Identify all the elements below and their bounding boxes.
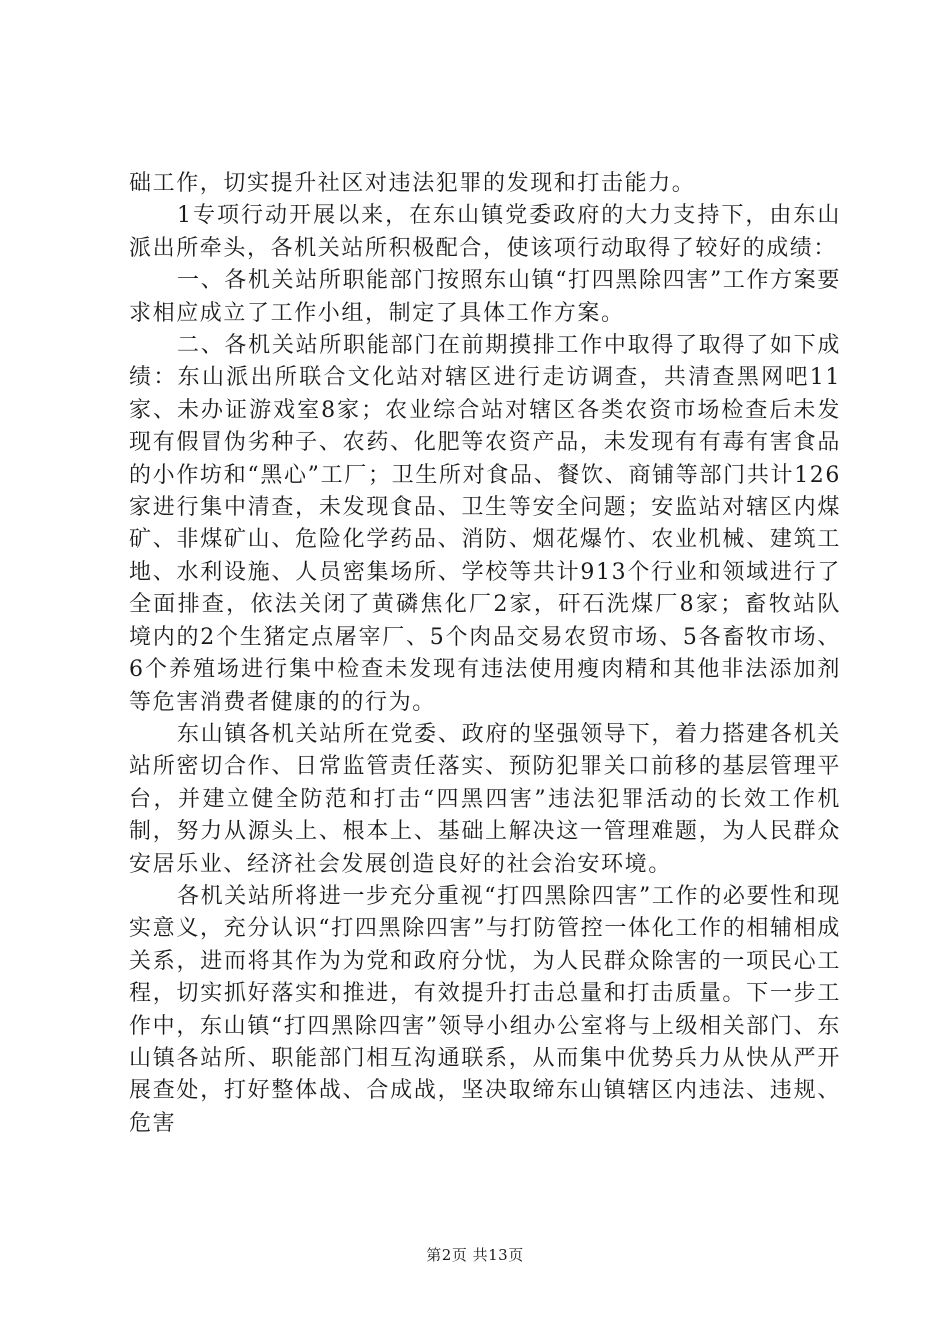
page-footer: [0, 1244, 950, 1265]
paragraph-5: 东山镇各机关站所在党委、政府的坚强领导下，着力搭建各机关站所密切合作、日常监管责任落实、预防犯罪关口前移的基层管理平台，并建立健全防范和打击“四黑四害”违法犯罪活动的长效工作机制，努力从源头上、根本上、基础上解决这一管理难题，为人民群众安居乐业、经济社会发展创造良好的社会治安环境。: [129, 721, 841, 877]
paragraph-3: 一、各机关站所职能部门按照东山镇“打四黑除四害”工作方案要求相应成立了工作小组，制定了具体工作方案。: [129, 268, 841, 326]
document-body: [129, 168, 841, 1140]
paragraph-4: 二、各机关站所职能部门在前期摸排工作中取得了取得了如下成绩：东山派出所联合文化站对辖区进行走访调查，共清查黑网吧11家、未办证游戏室8家；农业综合站对辖区各类农资市场检查后未发现有假冒伪劣种子、农药、化肥等农资产品，未发现有有毒有害食品的小作坊和“黑心”工厂；卫生所对食品、餐饮、商铺等部门共计126家进行集中清查，未发现食品、卫生等安全问题；安监站对辖区内煤矿、非煤矿山、危险化学药品、消防、烟花爆竹、农业机械、建筑工地、水利设施、人员密集场所、学校等共计913个行业和领域进行了全面排查，依法关闭了黄磷焦化厂2家，矸石洗煤厂8家；畜牧站队境内的2个生猪定点屠宰厂、5个肉品交易农贸市场、5各畜牧市场、6个养殖场进行集中检查未发现有违法使用瘦肉精和其他非法添加剂等危害消费者健康的的行为。: [129, 333, 841, 715]
paragraph-6: 各机关站所将进一步充分重视“打四黑除四害”工作的必要性和现实意义，充分认识“打四黑除四害”与打防管控一体化工作的相辅相成关系，进而将其作为为党和政府分忧，为人民群众除害的一项民心工程，切实抓好落实和推进，有效提升打击总量和打击质量。下一步工作中，东山镇“打四黑除四害”领导小组办公室将与上级相关部门、东山镇各站所、职能部门相互沟通联系，从而集中优势兵力从快从严开展查处，打好整体战、合成战，坚决取缔东山镇辖区内违法、违规、危害: [129, 883, 841, 1136]
paragraph-2: 1专项行动开展以来，在东山镇党委政府的大力支持下，由东山派出所牵头，各机关站所积极配合，使该项行动取得了较好的成绩：: [129, 203, 841, 261]
paragraph-1: 础工作，切实提升社区对违法犯罪的发现和打击能力。: [129, 171, 696, 196]
page-number-label: 第2页 共13页: [426, 1246, 524, 1264]
